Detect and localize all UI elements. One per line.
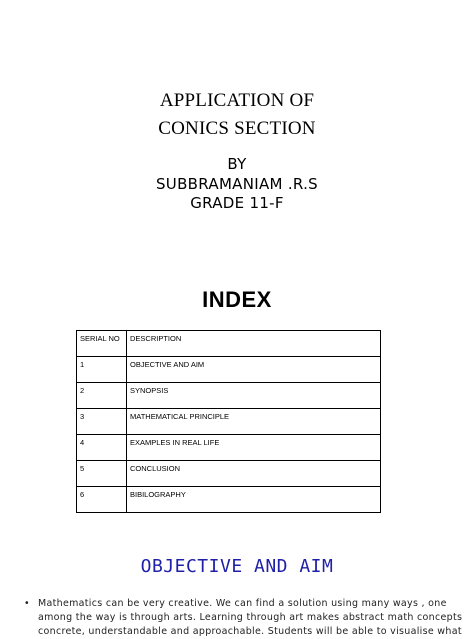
row-description: OBJECTIVE AND AIM	[127, 357, 381, 383]
table-row	[77, 487, 381, 513]
row-serial: 2	[77, 383, 127, 409]
header-serial: SERIAL NO	[77, 331, 127, 357]
row-description: SYNOPSIS	[127, 383, 381, 409]
index-table	[76, 330, 381, 513]
table-row	[77, 435, 381, 461]
row-serial: 1	[77, 357, 127, 383]
title-line-1: APPLICATION OF	[159, 90, 315, 111]
index-heading: INDEX	[202, 287, 272, 312]
row-description: BIBILOGRAPHY	[127, 487, 381, 513]
table-row	[77, 409, 381, 435]
paragraph-text: Mathematics can be very creative. We can find a solution using many ways , one among the way is through arts. Learning through art makes abstract math concepts concrete, understandable and approachable. Students will be able to visualise what	[38, 598, 463, 637]
row-description: MATHEMATICAL PRINCIPLE	[127, 409, 381, 435]
title-line-2: CONICS SECTION	[158, 118, 316, 139]
row-serial: 5	[77, 461, 127, 487]
author-grade: GRADE 11-F	[190, 194, 284, 212]
row-serial: 6	[77, 487, 127, 513]
bullet-icon: •	[24, 598, 30, 609]
row-description: CONCLUSION	[127, 461, 381, 487]
row-serial: 4	[77, 435, 127, 461]
author-name: SUBBRAMANIAM .R.S	[155, 175, 319, 193]
table-row	[77, 357, 381, 383]
row-description: EXAMPLES IN REAL LIFE	[127, 435, 381, 461]
table-row	[77, 383, 381, 409]
section-heading: OBJECTIVE AND AIM	[140, 556, 334, 577]
table-row	[77, 461, 381, 487]
author-by: BY	[227, 155, 247, 173]
table-header-row	[77, 331, 381, 357]
row-serial: 3	[77, 409, 127, 435]
header-description: DESCRIPTION	[127, 331, 381, 357]
bullet-paragraph	[24, 597, 464, 639]
